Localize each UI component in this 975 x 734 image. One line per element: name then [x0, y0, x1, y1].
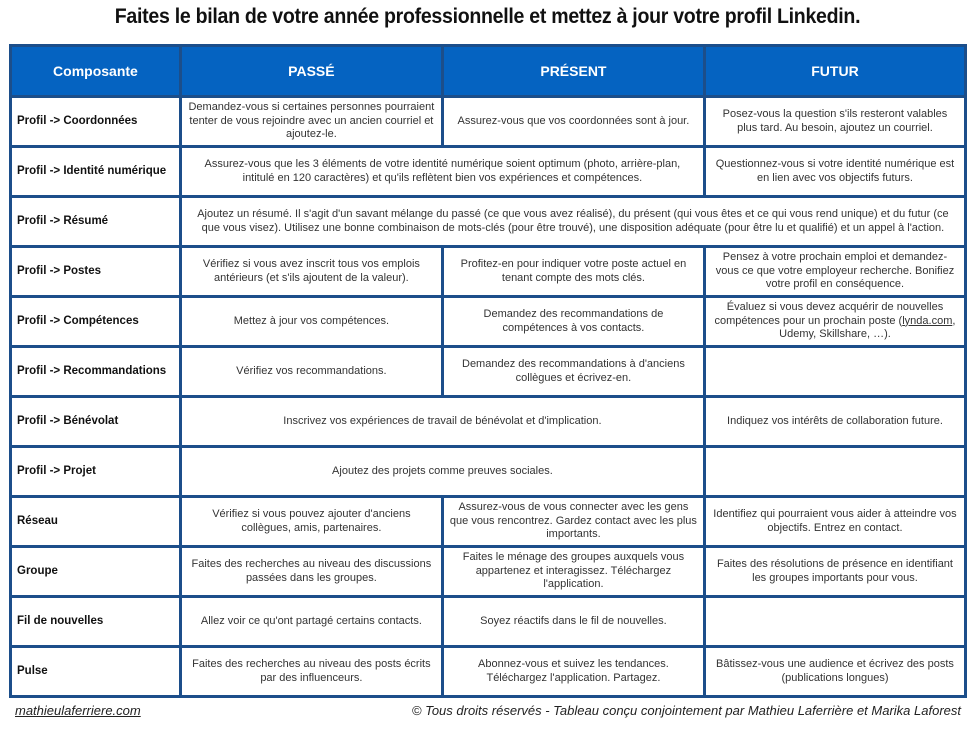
copyright-text: © Tous droits réservés - Tableau conçu conjointement par Mathieu Laferrière et Marika Laforest: [411, 703, 961, 718]
passe-cell: Faites des recherches au niveau des posts écrits par des influenceurs.: [180, 647, 442, 697]
table-row: [11, 147, 966, 197]
table-row: [11, 497, 966, 547]
table-row: [11, 447, 966, 497]
component-cell: Profil -> Recommandations: [11, 347, 181, 397]
header-composante: Composante: [11, 46, 181, 97]
component-cell: Profil -> Identité numérique: [11, 147, 181, 197]
table-row: [11, 547, 966, 597]
table-row: [11, 347, 966, 397]
futur-cell: [704, 597, 965, 647]
all-periods-cell: Ajoutez un résumé. Il s'agit d'un savant mélange du passé (ce que vous avez réalisé), du présent (qui vous êtes et ce qui vous rend unique) et du futur (ce que vous visez). Utilisez une bonne combinaison de mots-clés (pour être trouvé), une disposition adéquate (pour être lu et qualifié) et un appel à l'action.: [180, 197, 965, 247]
futur-cell: Indiquez vos intérêts de collaboration future.: [704, 397, 965, 447]
futur-cell: [704, 447, 965, 497]
header-passe: PASSÉ: [180, 46, 442, 97]
present-cell: Demandez des recommandations à d'anciens collègues et écrivez-en.: [442, 347, 704, 397]
table-row: [11, 197, 966, 247]
passe-present-cell: Assurez-vous que les 3 éléments de votre identité numérique soient optimum (photo, arrière-plan, intitulé en 120 caractères) et qu'ils reflètent bien vos expériences et compétences.: [180, 147, 704, 197]
futur-cell: [704, 297, 965, 347]
futur-cell: Bâtissez-vous une audience et écrivez des posts (publications longues): [704, 647, 965, 697]
passe-cell: Allez voir ce qu'ont partagé certains contacts.: [180, 597, 442, 647]
table-row: [11, 397, 966, 447]
futur-cell: Pensez à votre prochain emploi et demandez-vous ce que votre employeur recherche. Bonifiez votre profil en conséquence.: [704, 247, 965, 297]
present-cell: Profitez-en pour indiquer votre poste actuel en tenant compte des mots clés.: [442, 247, 704, 297]
lynda-link[interactable]: lynda.com: [902, 314, 953, 327]
present-cell: Demandez des recommandations de compétences à vos contacts.: [442, 297, 704, 347]
futur-text-pre: Évaluez si vous devez acquérir de nouvelles compétences pour un prochain poste (: [714, 301, 944, 327]
component-cell: Pulse: [11, 647, 181, 697]
website-link[interactable]: mathieulaferriere.com: [15, 703, 141, 718]
component-cell: Profil -> Bénévolat: [11, 397, 181, 447]
passe-cell: Vérifiez si vous avez inscrit tous vos emplois antérieurs (et s'ils ajoutent de la valeur).: [180, 247, 442, 297]
present-cell: Assurez-vous que vos coordonnées sont à jour.: [442, 97, 704, 147]
component-cell: Profil -> Postes: [11, 247, 181, 297]
component-cell: Fil de nouvelles: [11, 597, 181, 647]
table-row: [11, 97, 966, 147]
component-cell: Profil -> Coordonnées: [11, 97, 181, 147]
passe-cell: Mettez à jour vos compétences.: [180, 297, 442, 347]
table-row: [11, 247, 966, 297]
present-cell: Abonnez-vous et suivez les tendances. Téléchargez l'application. Partagez.: [442, 647, 704, 697]
header-futur: FUTUR: [704, 46, 965, 97]
table-row: [11, 647, 966, 697]
table-row: [11, 597, 966, 647]
component-cell: Réseau: [11, 497, 181, 547]
component-cell: Groupe: [11, 547, 181, 597]
table-row: [11, 297, 966, 347]
header-present: PRÉSENT: [442, 46, 704, 97]
passe-cell: Vérifiez si vous pouvez ajouter d'anciens collègues, amis, partenaires.: [180, 497, 442, 547]
futur-cell: Posez-vous la question s'ils resteront valables plus tard. Au besoin, ajoutez un courriel.: [704, 97, 965, 147]
table-header-row: [11, 46, 966, 97]
passe-present-cell: Inscrivez vos expériences de travail de bénévolat et d'implication.: [180, 397, 704, 447]
component-cell: Profil -> Projet: [11, 447, 181, 497]
passe-present-cell: Ajoutez des projets comme preuves sociales.: [180, 447, 704, 497]
present-cell: Soyez réactifs dans le fil de nouvelles.: [442, 597, 704, 647]
futur-cell: Identifiez qui pourraient vous aider à atteindre vos objectifs. Entrez en contact.: [704, 497, 965, 547]
present-cell: Faites le ménage des groupes auxquels vous appartenez et interagissez. Téléchargez l'application.: [442, 547, 704, 597]
futur-cell: [704, 347, 965, 397]
futur-cell: Faites des résolutions de présence en identifiant les groupes importants pour vous.: [704, 547, 965, 597]
futur-text-post: , Udemy, Skillshare, …).: [779, 314, 956, 341]
futur-cell: Questionnez-vous si votre identité numérique est en lien avec vos objectifs futurs.: [704, 147, 965, 197]
bilan-table: [9, 44, 967, 698]
passe-cell: Faites des recherches au niveau des discussions passées dans les groupes.: [180, 547, 442, 597]
component-cell: Profil -> Compétences: [11, 297, 181, 347]
passe-cell: Demandez-vous si certaines personnes pourraient tenter de vous rejoindre avec un ancien courriel et ajoutez-le.: [180, 97, 442, 147]
present-cell: Assurez-vous de vous connecter avec les gens que vous rencontrez. Gardez contact avec les plus importants.: [442, 497, 704, 547]
passe-cell: Vérifiez vos recommandations.: [180, 347, 442, 397]
page-title: Faites le bilan de votre année professionnelle et mettez à jour votre profil Linkedin.: [114, 5, 861, 28]
component-cell: Profil -> Résumé: [11, 197, 181, 247]
